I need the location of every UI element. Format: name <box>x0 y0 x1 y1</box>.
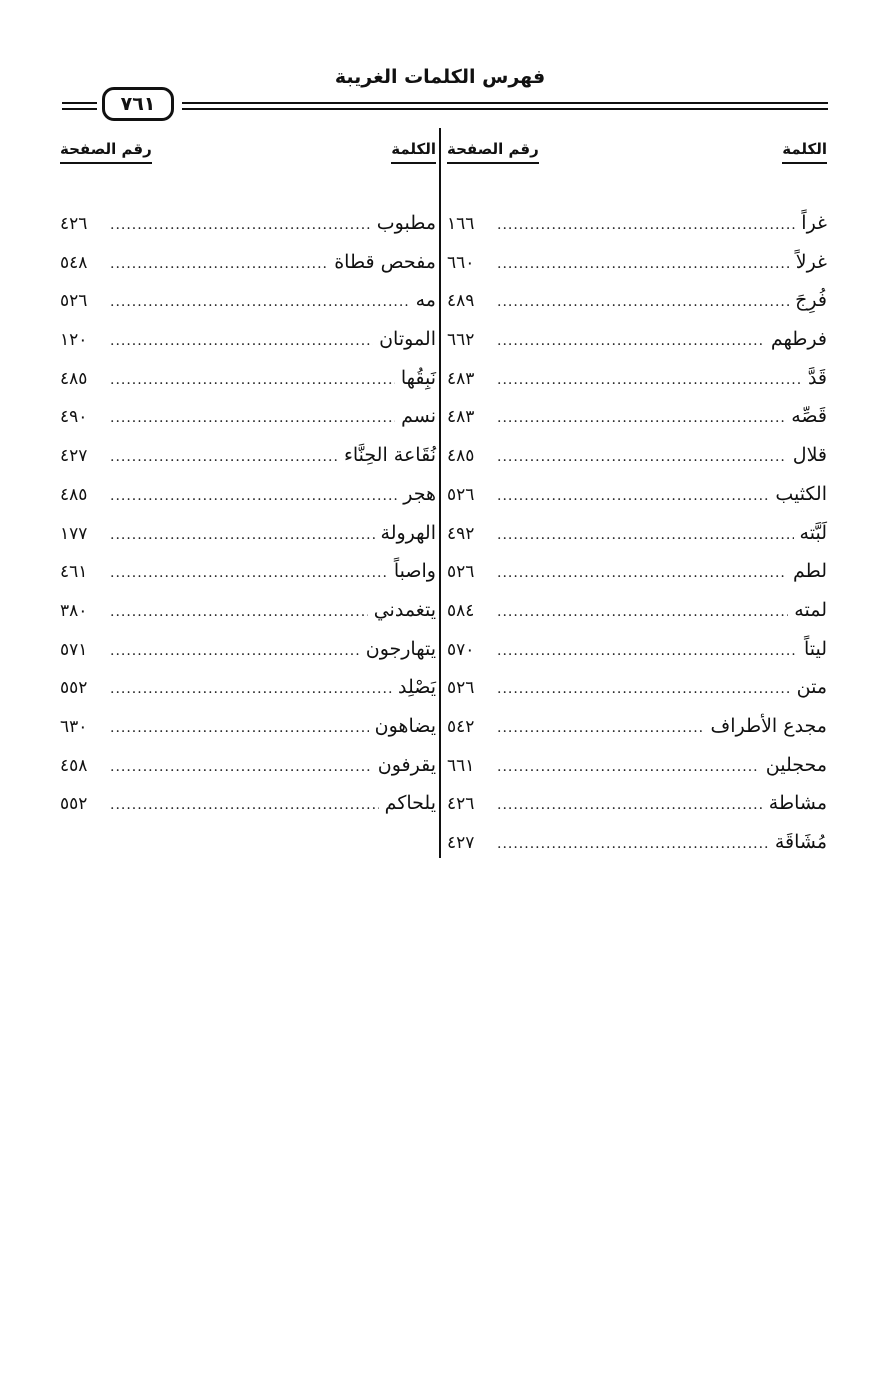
entry-word: مجدع الأطراف <box>710 714 827 737</box>
entry-page-number: ٤٥٨ <box>60 755 88 776</box>
entry-page-number: ٥٢٦ <box>447 562 475 583</box>
entry-word: مطبوب <box>376 212 436 234</box>
entry-page-number: ١٧٧ <box>60 523 88 544</box>
entry-word: قلال <box>792 444 827 467</box>
index-entry <box>447 204 827 243</box>
dot-leader <box>497 361 802 399</box>
dot-leader <box>497 399 785 437</box>
dot-leader <box>497 554 787 592</box>
entry-word: قَدَّ <box>807 366 827 389</box>
dot-leader <box>110 283 410 321</box>
entry-word: مه <box>415 289 436 312</box>
header-page-label: رقم الصفحة <box>60 140 152 164</box>
entry-word: غراً <box>801 212 827 234</box>
entry-word: لطم <box>792 560 827 583</box>
entry-word: هجر <box>403 482 436 505</box>
entry-page-number: ٥٤٢ <box>447 716 475 737</box>
entry-page-number: ٦٦٢ <box>447 330 475 351</box>
index-entry <box>60 552 436 591</box>
entry-word: قَصِّه <box>791 405 827 428</box>
entry-word: نسم <box>401 405 436 428</box>
index-entry <box>60 746 436 785</box>
index-entry <box>447 630 827 669</box>
entry-page-number: ٥٥٢ <box>60 678 88 699</box>
index-entry <box>447 668 827 707</box>
running-header-title: فهرس الكلمات الغريبة <box>334 66 546 88</box>
entry-page-number: ٤٢٧ <box>447 833 475 853</box>
index-entry <box>447 707 827 746</box>
entry-page-number: ٥٥٢ <box>60 794 88 815</box>
entry-page-number: ٤٨٥ <box>60 484 88 505</box>
header-page-label: رقم الصفحة <box>447 140 539 164</box>
entry-page-number: ٤٨٣ <box>447 368 475 389</box>
entry-page-number: ١٦٦ <box>447 214 475 234</box>
dot-leader <box>110 786 379 824</box>
index-entry <box>60 514 436 553</box>
dot-leader <box>110 206 371 244</box>
dot-leader <box>110 322 373 360</box>
dot-leader <box>110 516 375 554</box>
index-entry <box>447 359 827 398</box>
column-header-left <box>60 132 436 174</box>
entry-page-number: ٤٢٦ <box>60 214 88 234</box>
index-entry <box>60 281 436 320</box>
entry-page-number: ٥٢٦ <box>447 678 475 699</box>
entry-word: لَبَّته <box>799 521 827 544</box>
index-entry <box>447 243 827 282</box>
index-entry <box>60 204 436 243</box>
dot-leader <box>110 245 328 283</box>
header-rule-short-top <box>62 102 97 104</box>
index-entry <box>447 591 827 630</box>
entry-word: يقرفون <box>377 753 436 776</box>
index-entry <box>60 668 436 707</box>
index-entry <box>60 436 436 475</box>
dot-leader <box>497 245 790 283</box>
dot-leader <box>497 593 788 631</box>
entry-page-number: ٥٧٠ <box>447 639 475 660</box>
entry-page-number: ٤٩٢ <box>447 523 475 544</box>
entry-page-number: ٤٢٦ <box>447 794 475 815</box>
dot-leader <box>497 206 795 244</box>
index-entry <box>60 591 436 630</box>
index-entry <box>60 475 436 514</box>
column-header-right <box>447 132 827 174</box>
entry-word: مفحص قطاة <box>334 250 436 273</box>
dot-leader <box>497 709 705 747</box>
entry-word: الكثيب <box>775 482 827 505</box>
entry-word: نُقَاعة الحِنَّاء <box>343 444 436 467</box>
dot-leader <box>497 632 798 670</box>
entry-page-number: ٦٣٠ <box>60 716 88 737</box>
entry-word: يتغمدني <box>373 598 436 621</box>
index-entry <box>447 823 827 862</box>
header-rule-short-bottom <box>62 108 97 110</box>
entry-word: يَصْلِد <box>397 676 436 699</box>
index-entry <box>60 397 436 436</box>
entry-page-number: ٥٢٦ <box>60 291 88 312</box>
dot-leader <box>497 477 769 515</box>
index-entry <box>60 630 436 669</box>
entry-page-number: ٣٨٠ <box>60 600 88 621</box>
entry-word: يضاهون <box>374 714 436 737</box>
dot-leader <box>110 399 395 437</box>
entry-page-number: ٥٧١ <box>60 639 88 660</box>
page-number: ٧٦١ <box>120 93 156 115</box>
entry-word: مشاطة <box>768 792 827 815</box>
dot-leader <box>110 670 392 708</box>
index-entry <box>447 514 827 553</box>
index-entry <box>60 784 436 823</box>
dot-leader <box>110 709 369 747</box>
dot-leader <box>497 438 787 476</box>
entry-word: يتهارجون <box>365 637 436 660</box>
index-entry <box>447 784 827 823</box>
entry-page-number: ٤٨٩ <box>447 291 475 312</box>
entry-word: غرلاً <box>795 250 827 273</box>
entry-page-number: ٥٢٦ <box>447 484 475 505</box>
entry-page-number: ٤٦١ <box>60 562 88 583</box>
header-word-label: الكلمة <box>782 140 827 164</box>
entry-page-number: ٦٦٠ <box>447 252 475 273</box>
index-entry <box>447 281 827 320</box>
index-entry <box>447 436 827 475</box>
dot-leader <box>110 438 338 476</box>
dot-leader <box>110 554 388 592</box>
dot-leader <box>110 361 395 399</box>
dot-leader <box>497 516 794 554</box>
entry-word: ليتاً <box>803 637 827 660</box>
index-column-right <box>447 132 827 862</box>
dot-leader <box>110 632 360 670</box>
entry-word: واصباً <box>393 560 436 583</box>
dot-leader <box>497 670 791 708</box>
entry-page-number: ٤٨٥ <box>447 446 475 467</box>
dot-leader <box>110 748 372 786</box>
entry-word: يلحاكم <box>384 792 436 815</box>
dot-leader <box>110 477 397 515</box>
index-entry <box>60 359 436 398</box>
index-entry <box>447 552 827 591</box>
index-entry <box>447 397 827 436</box>
entry-page-number: ٤٢٧ <box>60 446 88 467</box>
entry-page-number: ٤٩٠ <box>60 407 88 428</box>
header-rule-bottom <box>182 108 828 110</box>
entry-word: لمته <box>794 598 827 621</box>
dot-leader <box>497 786 763 824</box>
entry-page-number: ٤٨٣ <box>447 407 475 428</box>
index-entry <box>447 320 827 359</box>
entry-page-number: ٥٨٤ <box>447 600 475 621</box>
entry-word: مُشَاقَة <box>774 831 827 853</box>
entry-word: الهرولة <box>380 521 436 544</box>
entry-word: فرطهم <box>770 328 827 351</box>
page-number-box <box>102 87 174 121</box>
index-entry <box>447 475 827 514</box>
entry-page-number: ٤٨٥ <box>60 368 88 389</box>
column-divider <box>439 128 441 858</box>
index-entry <box>60 707 436 746</box>
entry-page-number: ٦٦١ <box>447 755 475 776</box>
entry-word: فُرِجَ <box>795 289 827 312</box>
dot-leader <box>497 283 789 321</box>
entry-word: نَبِقُها <box>400 366 436 389</box>
entry-word: متن <box>796 676 827 699</box>
index-entry <box>60 320 436 359</box>
dot-leader <box>497 748 760 786</box>
entry-page-number: ١٢٠ <box>60 330 88 351</box>
entry-page-number: ٥٤٨ <box>60 252 88 273</box>
index-entry <box>60 243 436 282</box>
dot-leader <box>110 593 368 631</box>
entry-word: محجلين <box>765 753 827 776</box>
index-column-left <box>60 132 436 823</box>
dot-leader <box>497 825 769 863</box>
entry-word: الموتان <box>379 328 436 351</box>
index-entry <box>447 746 827 785</box>
header-rule-top <box>182 102 828 104</box>
dot-leader <box>497 322 765 360</box>
header-word-label: الكلمة <box>391 140 436 164</box>
entry-list-left <box>60 204 436 823</box>
entry-list-right <box>447 204 827 862</box>
